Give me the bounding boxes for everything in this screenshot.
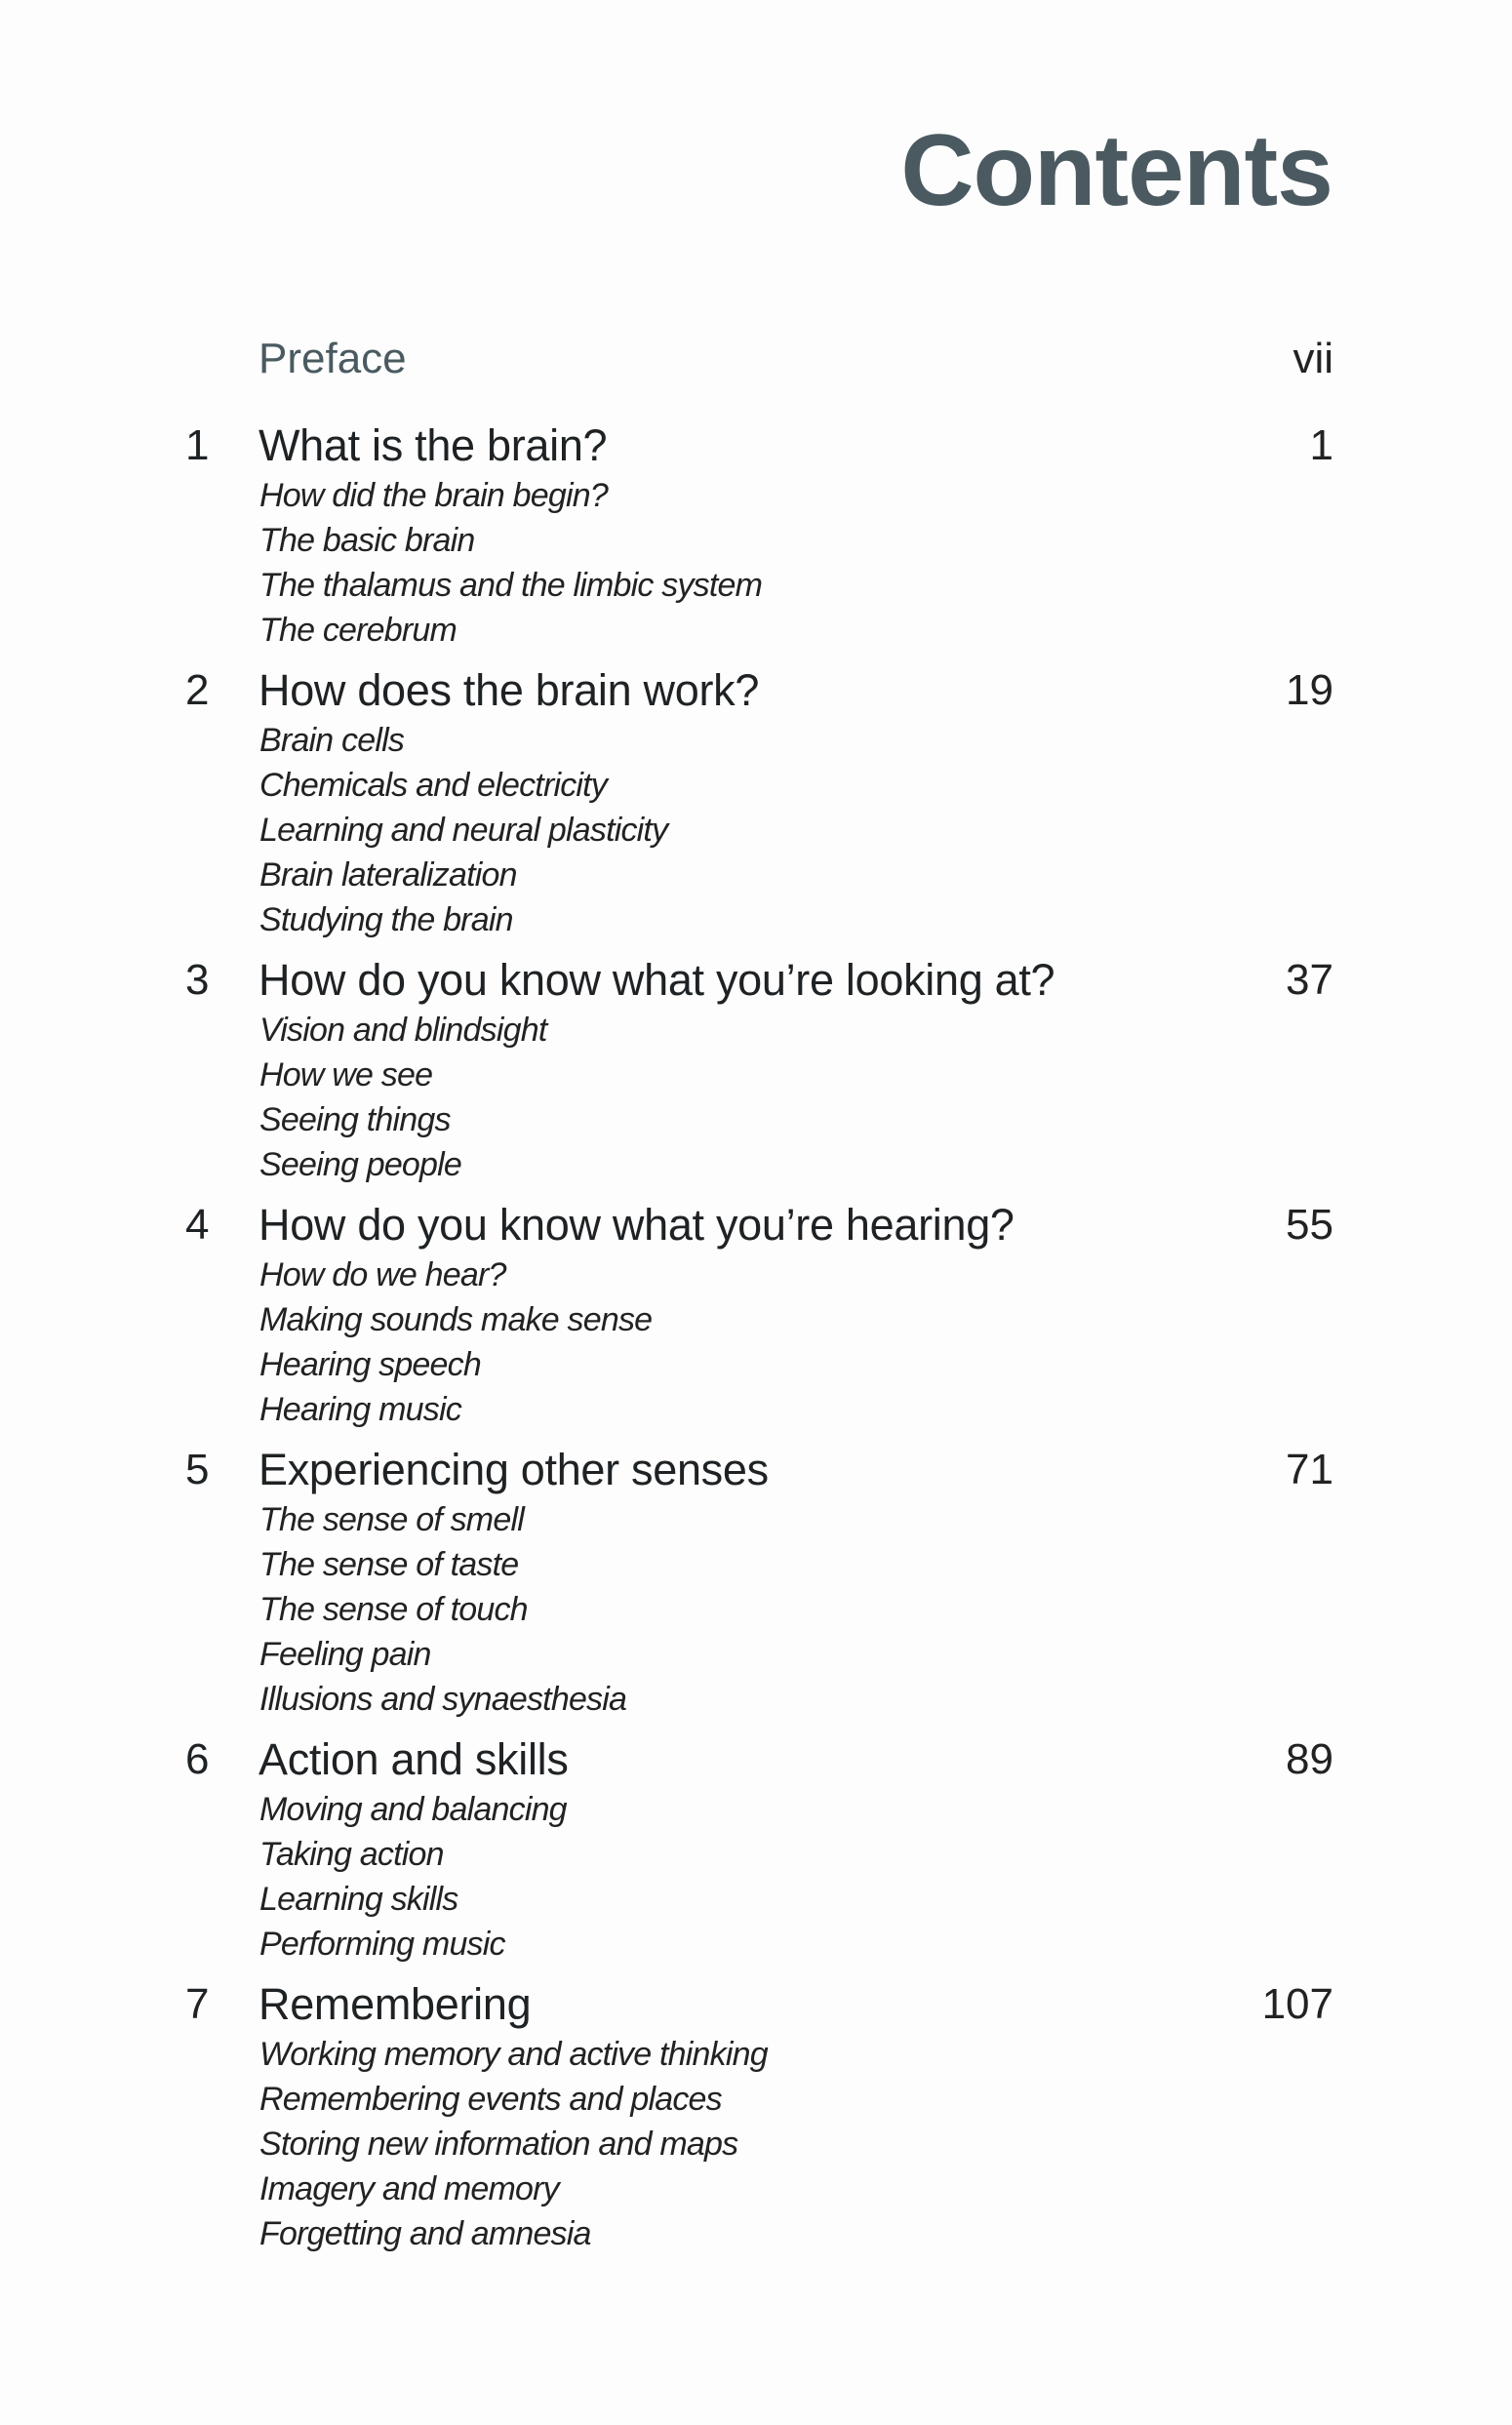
section-item[interactable]: The thalamus and the limbic system xyxy=(259,567,763,604)
chapter-page-number: 19 xyxy=(1286,666,1333,714)
section-list xyxy=(0,1252,1512,1432)
chapter-entry xyxy=(0,1732,1512,1967)
section-item[interactable]: The basic brain xyxy=(259,522,475,559)
section-item[interactable]: Vision and blindsight xyxy=(259,1012,547,1049)
section-item[interactable]: Forgetting and amnesia xyxy=(259,2215,591,2252)
chapter-entry xyxy=(0,1443,1512,1722)
chapter-title: Remembering xyxy=(259,1979,532,2029)
section-item[interactable]: Hearing music xyxy=(259,1391,461,1428)
section-list xyxy=(0,2032,1512,2256)
toc-entry-preface[interactable] xyxy=(0,332,1512,386)
chapter-entry xyxy=(0,663,1512,942)
section-item[interactable]: Learning and neural plasticity xyxy=(259,812,668,849)
chapter-heading[interactable] xyxy=(0,1443,1512,1497)
section-item[interactable]: Brain lateralization xyxy=(259,856,517,894)
chapter-heading[interactable] xyxy=(0,1732,1512,1787)
section-item[interactable]: Moving and balancing xyxy=(259,1791,567,1828)
section-item[interactable]: Storing new information and maps xyxy=(259,2126,738,2163)
preface-page-number: vii xyxy=(1293,335,1333,382)
section-item[interactable]: How do we hear? xyxy=(259,1256,506,1293)
section-item[interactable]: Studying the brain xyxy=(259,901,513,938)
chapter-entry xyxy=(0,1977,1512,2256)
section-item[interactable]: Brain cells xyxy=(259,722,405,759)
chapter-heading[interactable] xyxy=(0,418,1512,473)
chapter-number: 3 xyxy=(185,956,210,1004)
section-item[interactable]: The sense of taste xyxy=(259,1546,519,1583)
chapter-page-number: 71 xyxy=(1286,1446,1333,1493)
chapter-page-number: 55 xyxy=(1286,1201,1333,1249)
section-list xyxy=(0,718,1512,942)
chapter-entry xyxy=(0,1198,1512,1432)
section-item[interactable]: The sense of touch xyxy=(259,1591,528,1628)
section-item[interactable]: Working memory and active thinking xyxy=(259,2036,768,2073)
chapter-number: 6 xyxy=(185,1735,210,1783)
chapter-number: 7 xyxy=(185,1980,210,2028)
chapter-page-number: 89 xyxy=(1286,1735,1333,1783)
chapter-title: Action and skills xyxy=(259,1734,569,1784)
section-list xyxy=(0,1787,1512,1967)
section-item[interactable]: Illusions and synaesthesia xyxy=(259,1681,627,1718)
section-list xyxy=(0,1497,1512,1722)
section-list xyxy=(0,1008,1512,1187)
chapter-page-number: 1 xyxy=(1309,421,1333,469)
section-item[interactable]: Imagery and memory xyxy=(259,2170,559,2207)
section-item[interactable]: Making sounds make sense xyxy=(259,1301,653,1338)
section-item[interactable]: The cerebrum xyxy=(259,612,458,649)
chapter-heading[interactable] xyxy=(0,1198,1512,1252)
chapter-number: 4 xyxy=(185,1201,210,1249)
section-item[interactable]: Feeling pain xyxy=(259,1636,431,1673)
preface-label: Preface xyxy=(259,335,407,382)
chapter-entry xyxy=(0,953,1512,1187)
chapter-title: What is the brain? xyxy=(259,420,608,470)
section-item[interactable]: Learning skills xyxy=(259,1881,458,1918)
chapter-title: How do you know what you’re hearing? xyxy=(259,1200,1015,1250)
section-item[interactable]: Seeing things xyxy=(259,1101,451,1138)
section-item[interactable]: How we see xyxy=(259,1056,433,1093)
section-item[interactable]: The sense of smell xyxy=(259,1501,524,1538)
section-item[interactable]: Taking action xyxy=(259,1836,444,1873)
chapter-list xyxy=(0,418,1512,2267)
section-item[interactable]: Seeing people xyxy=(259,1146,462,1183)
chapter-title: Experiencing other senses xyxy=(259,1445,769,1494)
chapter-number: 2 xyxy=(185,666,210,714)
chapter-heading[interactable] xyxy=(0,663,1512,718)
section-item[interactable]: Performing music xyxy=(259,1926,505,1963)
section-list xyxy=(0,473,1512,653)
section-item[interactable]: Chemicals and electricity xyxy=(259,767,608,804)
chapter-number: 5 xyxy=(185,1446,210,1493)
chapter-heading[interactable] xyxy=(0,953,1512,1008)
section-item[interactable]: How did the brain begin? xyxy=(259,477,608,514)
chapter-title: How do you know what you’re looking at? xyxy=(259,955,1055,1005)
chapter-page-number: 37 xyxy=(1286,956,1333,1004)
chapter-page-number: 107 xyxy=(1261,1980,1333,2028)
page-title: Contents xyxy=(900,114,1333,227)
chapter-heading[interactable] xyxy=(0,1977,1512,2032)
chapter-title: How does the brain work? xyxy=(259,665,760,715)
section-item[interactable]: Remembering events and places xyxy=(259,2081,722,2118)
section-item[interactable]: Hearing speech xyxy=(259,1346,481,1383)
chapter-entry xyxy=(0,418,1512,653)
chapter-number: 1 xyxy=(185,421,210,469)
